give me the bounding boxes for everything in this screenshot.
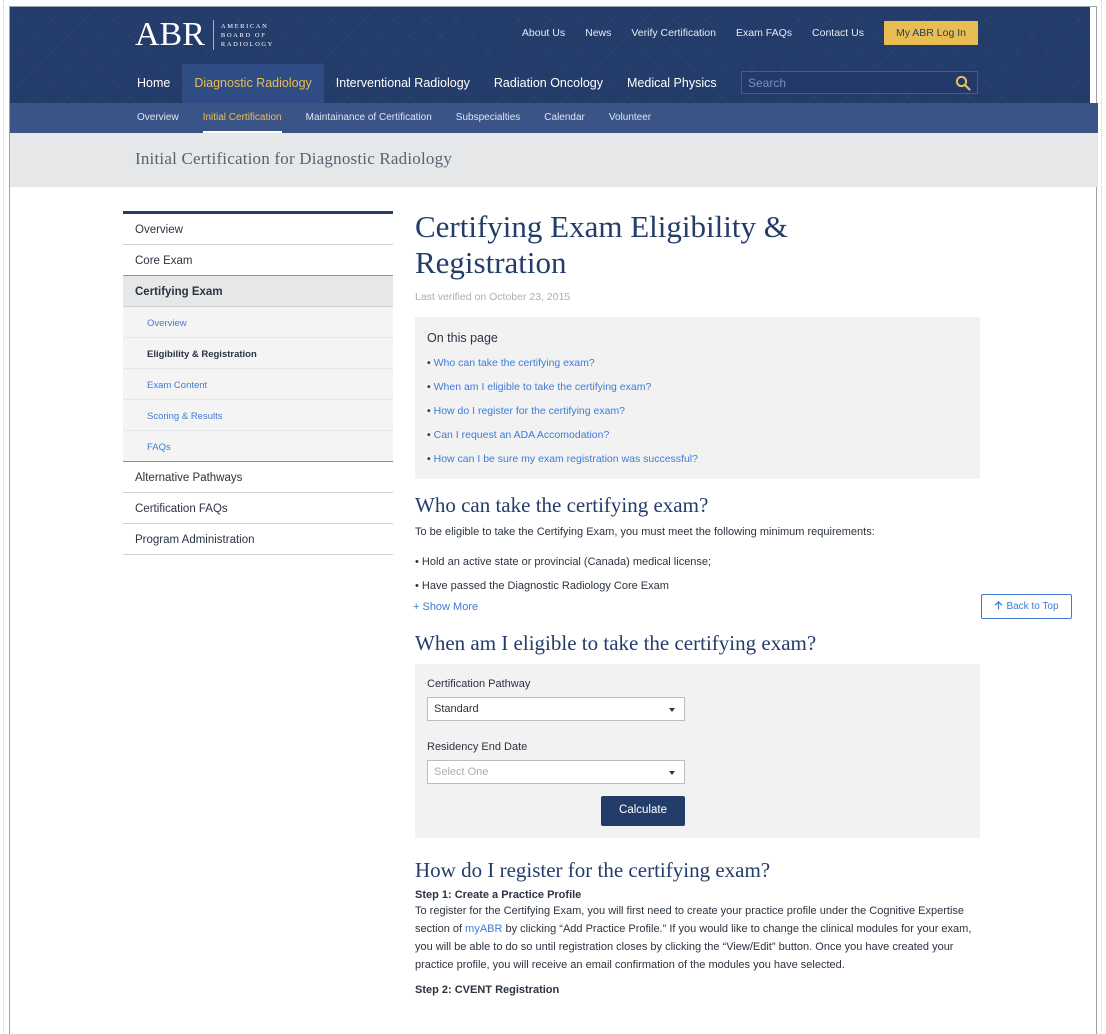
chevron-down-icon xyxy=(669,771,675,775)
logo-text-line: AMERICAN xyxy=(220,22,269,30)
main-content xyxy=(415,207,980,996)
pathway-value: Standard xyxy=(434,703,479,715)
sidebar-subitem-scoring[interactable]: Scoring & Results xyxy=(123,400,393,431)
sidebar-subitem-faqs[interactable]: FAQs xyxy=(123,431,393,462)
step1-text-b: by clicking “Add Practice Profile.” If you would like to change the clinical modules for your exam, you will be able to do so until registration closes by clicking the “View/Edit” button. Once you have created your practice profile, you will receive an email confirmation of the modules you have selected. xyxy=(415,923,972,971)
toc-link[interactable]: How can I be sure my exam registration was successful? xyxy=(433,453,698,465)
subnav-volunteer[interactable]: Volunteer xyxy=(608,112,652,123)
toc-link[interactable]: How do I register for the certifying exam? xyxy=(433,405,626,417)
requirement-item: • Have passed the Diagnostic Radiology Core Exam xyxy=(415,580,669,592)
sidebar-item-certifying-exam[interactable]: Certifying Exam xyxy=(123,276,393,307)
toc-item: • How can I be sure my exam registration was successful? xyxy=(427,453,698,465)
section-heading-register: How do I register for the certifying exam? xyxy=(415,858,771,882)
util-link-news[interactable]: News xyxy=(585,27,612,39)
sidebar-item-overview[interactable]: Overview xyxy=(123,214,393,245)
toc-link[interactable]: Who can take the certifying exam? xyxy=(433,357,595,369)
page-band xyxy=(10,133,1098,187)
section-heading-when: When am I eligible to take the certifying exam? xyxy=(415,631,817,655)
sidebar-subitem-eligibility[interactable]: Eligibility & Registration xyxy=(123,338,393,369)
subnav-initial-certification[interactable]: Initial Certification xyxy=(191,103,294,133)
subnav-overview[interactable]: Overview xyxy=(137,112,179,123)
toc-item: • How do I register for the certifying exam? xyxy=(427,405,626,417)
utility-nav xyxy=(502,21,978,45)
subnav-maintenance[interactable]: Maintainance of Certification xyxy=(305,112,432,123)
subnav-subspecialties[interactable]: Subspecialties xyxy=(455,112,521,123)
step1-text-a: To register for the Certifying Exam, you will first need to create your practice profile under the Cognitive Expertise section of xyxy=(415,905,965,935)
nav-radiation-oncology[interactable]: Radiation Oncology xyxy=(493,76,604,90)
nav-diagnostic-radiology[interactable]: Diagnostic Radiology xyxy=(182,64,323,103)
logo-text-line: RADIOLOGY xyxy=(220,40,274,48)
util-link-exam-faqs[interactable]: Exam FAQs xyxy=(736,27,793,39)
nav-interventional-radiology[interactable]: Interventional Radiology xyxy=(335,76,470,90)
sidebar-item-certification-faqs[interactable]: Certification FAQs xyxy=(123,493,393,524)
calculate-button[interactable]: Calculate xyxy=(601,796,685,826)
requirement-item: • Hold an active state or provincial (Canada) medical license; xyxy=(415,556,712,568)
search-input[interactable] xyxy=(742,72,952,93)
step-heading: Step 1: Create a Practice Profile xyxy=(415,889,582,901)
toc-item: • Can I request an ADA Accomodation? xyxy=(427,429,610,441)
toc-item: • Who can take the certifying exam? xyxy=(427,357,595,369)
sidebar-item-program-administration[interactable]: Program Administration xyxy=(123,524,393,555)
show-more-link[interactable]: + Show More xyxy=(413,601,479,613)
subnav-calendar[interactable]: Calendar xyxy=(544,112,585,123)
login-button[interactable]: My ABR Log In xyxy=(884,21,978,45)
sub-nav xyxy=(10,103,1098,133)
eligibility-calculator xyxy=(415,664,980,838)
on-this-page xyxy=(415,317,980,479)
toc-item: • When am I eligible to take the certifying exam? xyxy=(427,381,652,393)
last-verified: Last verified on October 23, 2015 xyxy=(415,291,571,303)
page-title xyxy=(415,209,980,281)
abr-logo[interactable] xyxy=(135,17,274,53)
nav-home[interactable]: Home xyxy=(137,76,171,90)
sidebar-item-alternative-pathways[interactable]: Alternative Pathways xyxy=(123,462,393,493)
chevron-down-icon xyxy=(669,708,675,712)
page-frame xyxy=(9,6,1097,1034)
residency-end-date-select[interactable] xyxy=(427,760,685,784)
logo-text-line: BOARD OF xyxy=(220,31,267,39)
back-to-top-label: Back to Top xyxy=(1006,601,1059,612)
page-band-title: Initial Certification for Diagnostic Radiology xyxy=(135,149,453,168)
logo-divider xyxy=(213,20,214,50)
step-heading: Step 2: CVENT Registration xyxy=(415,984,560,996)
site-header xyxy=(10,7,1090,103)
section-who-intro: To be eligible to take the Certifying Exam, you must meet the following minimum requirements: xyxy=(415,526,875,538)
pathway-select[interactable] xyxy=(427,697,685,721)
sidebar-subitem-overview[interactable]: Overview xyxy=(123,307,393,338)
logo-mark: ABR xyxy=(135,16,205,53)
step1-text xyxy=(415,902,980,974)
residency-label: Residency End Date xyxy=(427,741,528,753)
page-title-line: Registration xyxy=(415,245,567,280)
back-to-top-button[interactable] xyxy=(981,594,1072,619)
logo-text xyxy=(221,22,274,49)
myabr-link[interactable]: myABR xyxy=(465,923,503,935)
sidebar-nav xyxy=(123,211,393,555)
page-title-line: Certifying Exam Eligibility & xyxy=(415,209,788,244)
sidebar-subitem-exam-content[interactable]: Exam Content xyxy=(123,369,393,400)
arrow-up-icon xyxy=(994,601,1003,610)
util-link-about[interactable]: About Us xyxy=(521,27,566,39)
toc-title: On this page xyxy=(427,331,498,345)
pathway-label: Certification Pathway xyxy=(427,678,531,690)
util-link-verify[interactable]: Verify Certification xyxy=(631,27,716,39)
sidebar-item-core-exam[interactable]: Core Exam xyxy=(123,245,393,276)
residency-placeholder: Select One xyxy=(434,766,489,778)
search-box xyxy=(741,71,978,94)
util-link-contact[interactable]: Contact Us xyxy=(812,27,864,39)
main-nav xyxy=(125,64,729,103)
section-heading-who: Who can take the certifying exam? xyxy=(415,493,709,517)
toc-link[interactable]: Can I request an ADA Accomodation? xyxy=(433,429,610,441)
search-icon[interactable] xyxy=(955,75,971,91)
toc-link[interactable]: When am I eligible to take the certifying exam? xyxy=(433,381,652,393)
nav-medical-physics[interactable]: Medical Physics xyxy=(627,76,717,90)
